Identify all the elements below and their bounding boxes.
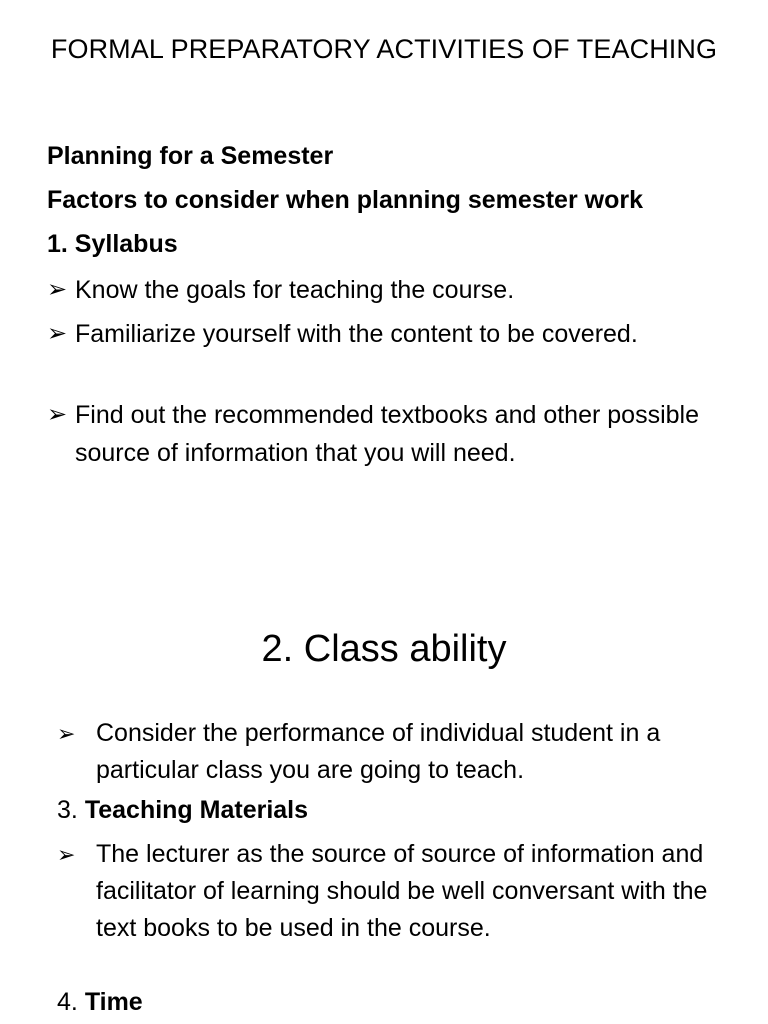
bullet-item: ➢ Know the goals for teaching the course.	[47, 271, 747, 309]
arrowhead-bullet-icon: ➢	[57, 721, 76, 746]
item-time: 4. Time	[57, 988, 143, 1016]
item-teaching-materials: 3. Teaching Materials	[57, 796, 309, 824]
slide-2-title: 2. Class ability	[261, 628, 507, 670]
arrowhead-bullet-icon: ➢	[47, 320, 68, 347]
slide-1-title: FORMAL PREPARATORY ACTIVITIES OF TEACHING	[50, 34, 718, 64]
heading-syllabus: 1. Syllabus	[47, 230, 178, 258]
heading-planning: Planning for a Semester	[47, 142, 334, 170]
bullet-item: ➢ The lecturer as the source of source of information and facilitator of learning should be well conversant with the text books to be used in the course.	[57, 836, 747, 947]
slide-2	[0, 510, 768, 1024]
bullet-item: ➢ Consider the performance of individual student in a particular class you are going to teach.	[57, 715, 747, 789]
arrowhead-bullet-icon: ➢	[57, 842, 76, 867]
bullet-item: ➢ Find out the recommended textbooks and other possible source of information that you will need.	[47, 396, 747, 472]
arrowhead-bullet-icon: ➢	[47, 401, 68, 428]
bullet-item: ➢ Familiarize yourself with the content to be covered.	[47, 315, 647, 353]
arrowhead-bullet-icon: ➢	[47, 276, 68, 303]
slide-1	[0, 0, 768, 510]
heading-factors: Factors to consider when planning semester work	[47, 186, 643, 214]
